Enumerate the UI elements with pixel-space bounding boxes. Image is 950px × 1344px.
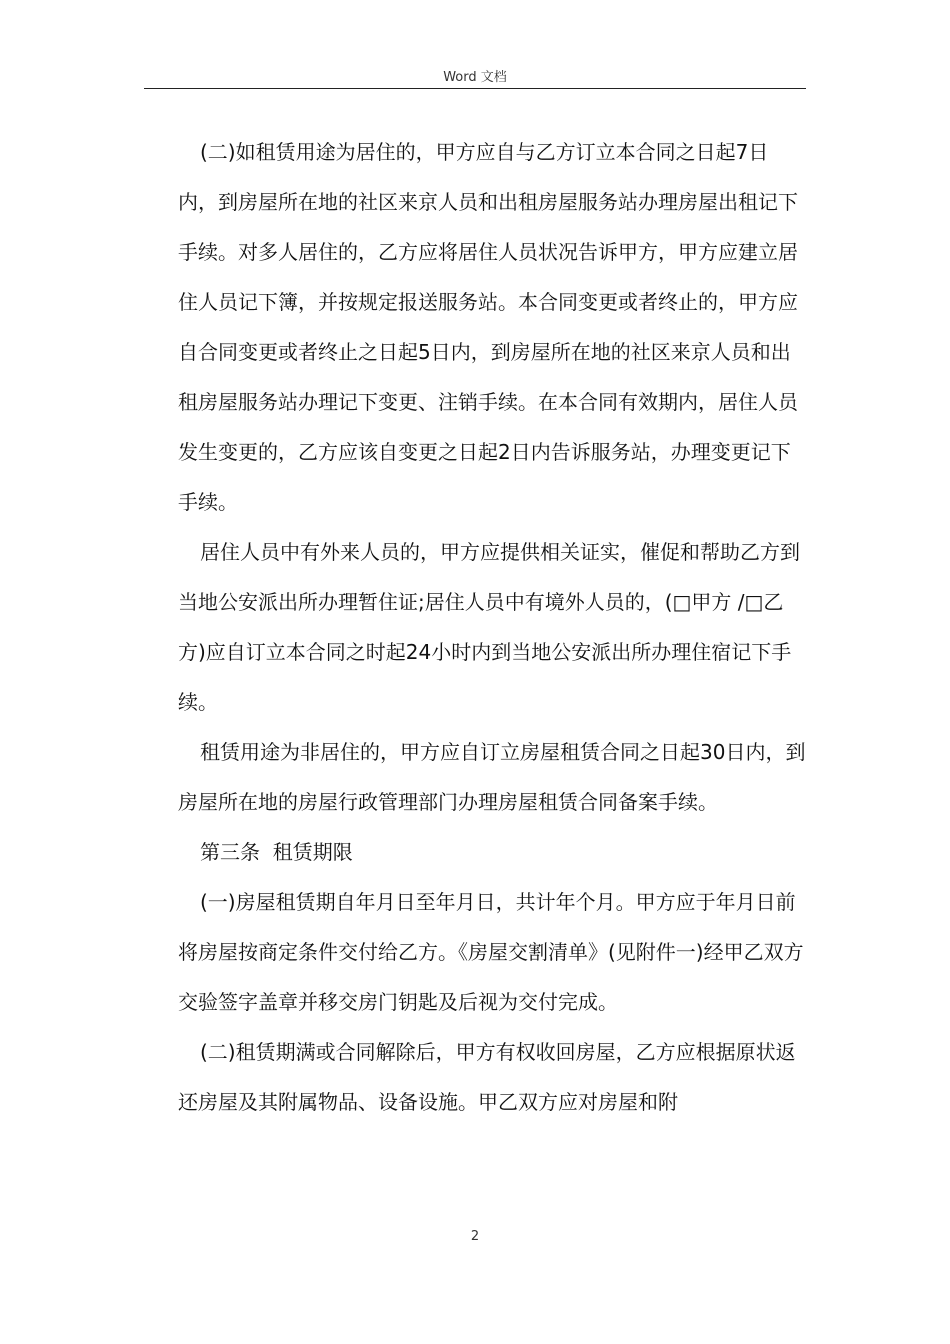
page-number: 2 <box>470 1229 480 1244</box>
paragraph-lease-expiry: (二)租赁期满或合同解除后，甲方有权收回房屋，乙方应根据原状返还房屋及其附属物品、设备设施。甲乙双方应对房屋和附 <box>178 1040 796 1114</box>
paragraph-foreign-residents: 居住人员中有外来人员的，甲方应提供相关证实，催促和帮助乙方到当地公安派出所办理暂住证;居住人员中有境外人员的，(□甲方 /□乙方)应自订立本合同之时起24小时内到当地公安派出所办理住宿记下手续。 <box>178 540 800 714</box>
document-body <box>178 127 806 1127</box>
section-heading-lease-term: 第三条 租赁期限 <box>200 840 353 864</box>
paragraph-registration: (二)如租赁用途为居住的，甲方应自与乙方订立本合同之日起7日内，到房屋所在地的社区来京人员和出租房屋服务站办理房屋出租记下手续。对多人居住的，乙方应将居住人员状况告诉甲方，甲方应建立居住人员记下簿，并按规定报送服务站。本合同变更或者终止的，甲方应自合同变更或者终止之日起5日内，到房屋所在地的社区来京人员和出租房屋服务站办理记下变更、注销手续。在本合同有效期内，居住人员发生变更的，乙方应该自变更之日起2日内告诉服务站，办理变更记下手续。 <box>178 140 798 514</box>
header-divider <box>144 88 806 89</box>
page-header: Word 文档 <box>443 70 507 85</box>
paragraph-lease-period: (一)房屋租赁期自年月日至年月日，共计年个月。甲方应于年月日前将房屋按商定条件交付给乙方。《房屋交割清单》(见附件一)经甲乙双方交验签字盖章并移交房门钥匙及后视为交付完成。 <box>178 890 804 1014</box>
paragraph-non-residential: 租赁用途为非居住的，甲方应自订立房屋租赁合同之日起30日内，到房屋所在地的房屋行政管理部门办理房屋租赁合同备案手续。 <box>178 740 806 814</box>
